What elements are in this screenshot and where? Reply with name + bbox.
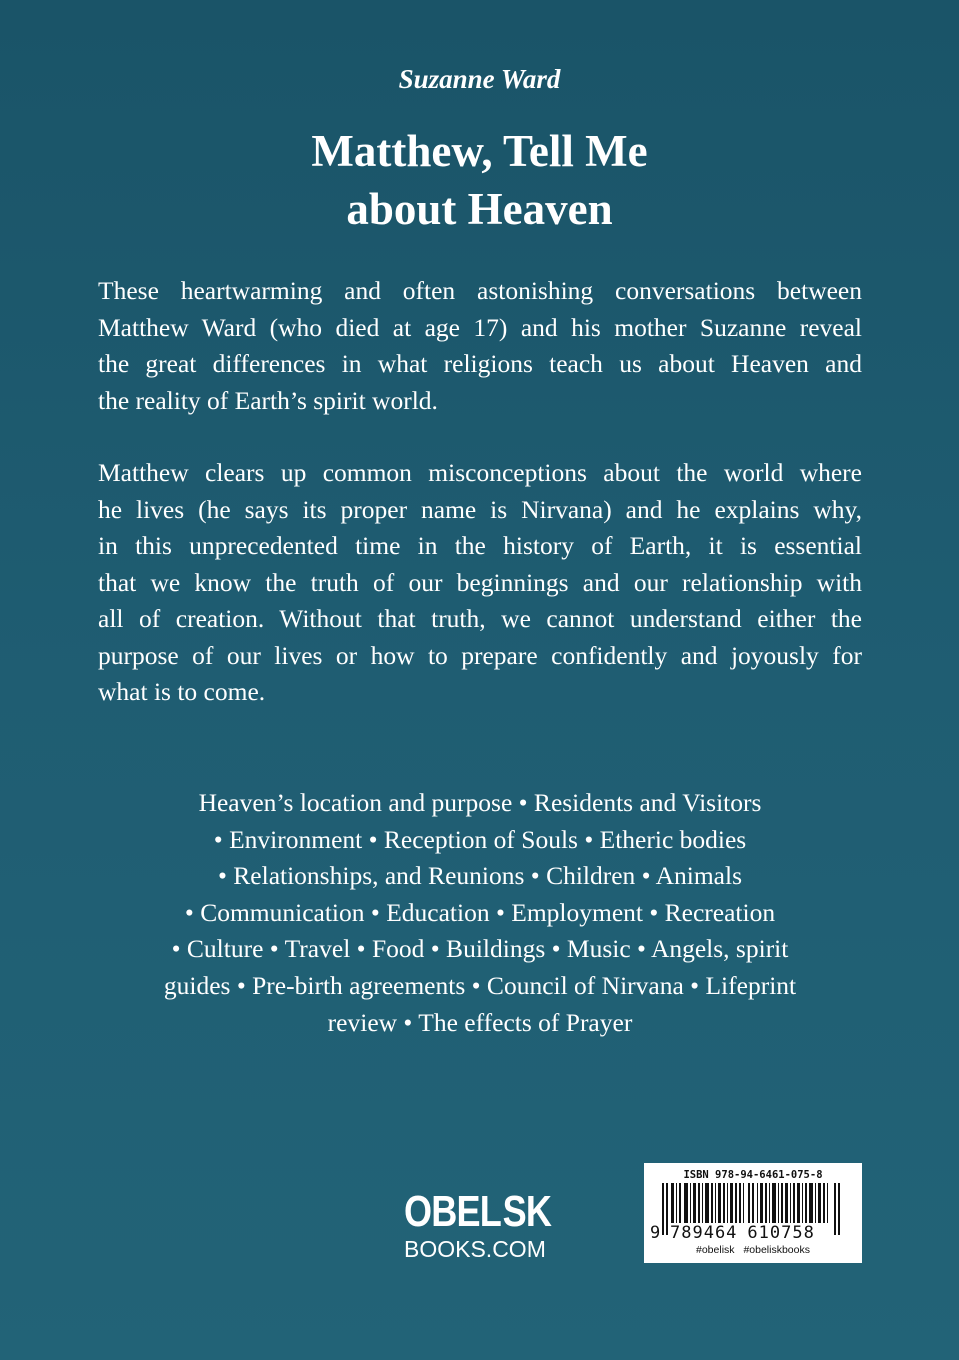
paragraph-line: These heartwarming and often astonishing conversations between <box>98 276 862 305</box>
paragraph-line: that we know the truth of our beginnings and our relationship with <box>98 567 862 597</box>
paragraph-line: the reality of Earth’s spirit world. <box>98 385 438 415</box>
publisher-logo <box>404 1186 556 1266</box>
paragraph-line: all of creation. Without that truth, we cannot understand either the <box>98 604 862 633</box>
topics-list <box>110 785 850 1041</box>
topics-line: guides • Pre-birth agreements • Council of Nirvana • Lifeprint <box>163 970 797 1000</box>
publisher-website: BOOKS.COM <box>404 1236 546 1262</box>
topics-line: review • The effects of Prayer <box>327 1007 633 1037</box>
publisher-logo-wordmark <box>404 1186 552 1236</box>
barcode-digits <box>650 1223 856 1243</box>
description-paragraph-2 <box>98 455 862 711</box>
isbn-barcode <box>644 1163 862 1263</box>
paragraph-line: Matthew Ward (who died at age 17) and his mother Suzanne reveal <box>98 312 862 342</box>
author-name: Suzanne Ward <box>398 64 561 94</box>
barcode-digit-group: 610758 <box>747 1223 815 1243</box>
title-line-1: Matthew, Tell Me <box>311 126 648 176</box>
book-title <box>0 122 959 238</box>
barcode-digit-first: 9 <box>650 1223 661 1243</box>
topics-line: • Relationships, and Reunions • Children • Animals <box>217 861 742 891</box>
paragraph-line: what is to come. <box>98 677 266 706</box>
isbn-number: ISBN 978-94-6461-075-8 <box>683 1169 823 1181</box>
topics-line: • Communication • Education • Employment • Recreation <box>184 897 776 927</box>
logo-text-left: OBEL <box>404 1187 501 1236</box>
paragraph-line: purpose of our lives or how to prepare confidently and joyously for <box>98 640 862 670</box>
paragraph-line: in this unprecedented time in the history of Earth, it is essential <box>98 531 862 560</box>
barcode-digit-group: 789464 <box>670 1223 738 1243</box>
title-line-2: about Heaven <box>346 184 613 234</box>
paragraph-line: Matthew clears up common misconceptions about the world where <box>98 458 862 487</box>
description-paragraph-1 <box>98 273 862 419</box>
topics-line: • Environment • Reception of Souls • Etheric bodies <box>213 824 747 854</box>
publisher-hashtags: #obelisk #obeliskbooks <box>696 1244 810 1256</box>
paragraph-line: he lives (he says its proper name is Nirvana) and he explains why, <box>98 494 862 524</box>
topics-line: Heaven’s location and purpose • Residents and Visitors <box>198 788 762 817</box>
logo-text-right: SK <box>502 1187 552 1236</box>
paragraph-line: the great differences in what religions teach us about Heaven and <box>98 349 862 378</box>
topics-line: • Culture • Travel • Food • Buildings • Music • Angels, spirit <box>171 934 789 964</box>
